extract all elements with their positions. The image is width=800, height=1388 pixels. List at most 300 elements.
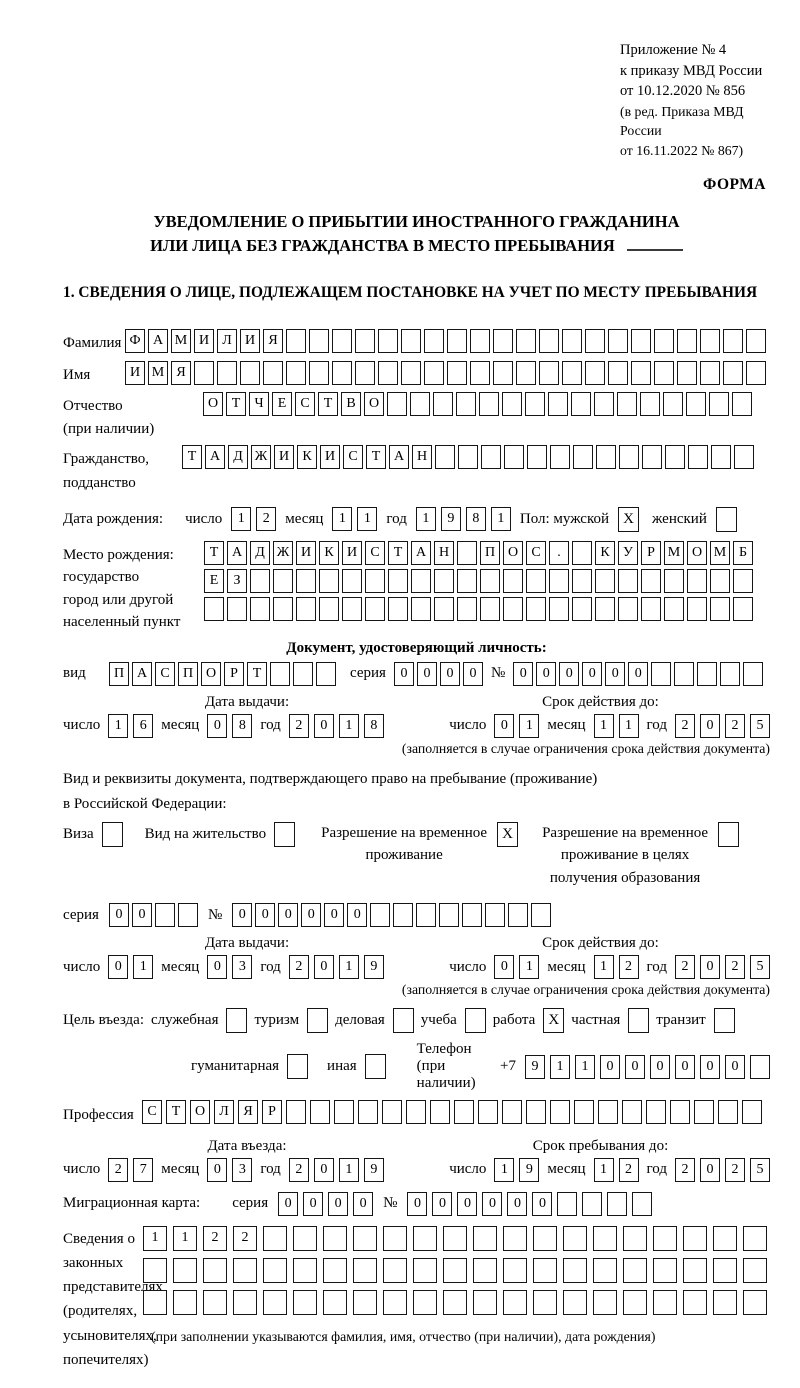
char-cell[interactable]: 0 xyxy=(600,1055,620,1079)
char-cell[interactable]: 0 xyxy=(407,1192,427,1216)
char-cell[interactable]: 0 xyxy=(232,903,252,927)
char-cell[interactable] xyxy=(411,569,431,593)
char-cell[interactable] xyxy=(470,329,490,353)
char-cell[interactable] xyxy=(654,329,674,353)
char-cell[interactable] xyxy=(447,329,467,353)
char-cell[interactable]: 8 xyxy=(466,507,486,531)
char-cell[interactable] xyxy=(353,1226,377,1251)
char-cell[interactable] xyxy=(240,361,260,385)
char-cell[interactable]: Я xyxy=(263,329,283,353)
char-cell[interactable] xyxy=(674,662,694,686)
char-cell[interactable] xyxy=(732,392,752,416)
char-cell[interactable] xyxy=(503,1290,527,1315)
char-cell[interactable]: 1 xyxy=(231,507,251,531)
char-cell[interactable]: 0 xyxy=(328,1192,348,1216)
char-cell[interactable]: 0 xyxy=(700,1158,720,1182)
char-cell[interactable]: Д xyxy=(228,445,248,469)
char-cell[interactable]: 0 xyxy=(650,1055,670,1079)
char-cell[interactable]: 1 xyxy=(594,1158,614,1182)
char-cell[interactable] xyxy=(358,1100,378,1124)
char-cell[interactable] xyxy=(670,1100,690,1124)
char-cell[interactable]: 9 xyxy=(519,1158,539,1182)
char-cell[interactable] xyxy=(457,569,477,593)
char-cell[interactable]: О xyxy=(190,1100,210,1124)
char-cell[interactable] xyxy=(607,1192,627,1216)
char-cell[interactable] xyxy=(646,1100,666,1124)
char-cell[interactable]: 2 xyxy=(203,1226,227,1251)
char-cell[interactable]: 1 xyxy=(143,1226,167,1251)
char-cell[interactable] xyxy=(388,597,408,621)
residence-permit-checkbox[interactable] xyxy=(274,822,295,847)
char-cell[interactable] xyxy=(632,1192,652,1216)
char-cell[interactable] xyxy=(309,361,329,385)
char-cell[interactable] xyxy=(173,1290,197,1315)
char-cell[interactable] xyxy=(473,1258,497,1283)
char-cell[interactable]: И xyxy=(274,445,294,469)
char-cell[interactable] xyxy=(733,597,753,621)
char-cell[interactable]: К xyxy=(319,541,339,565)
char-cell[interactable] xyxy=(516,361,536,385)
char-cell[interactable] xyxy=(323,1290,347,1315)
char-cell[interactable]: 2 xyxy=(619,955,639,979)
char-cell[interactable]: 5 xyxy=(750,955,770,979)
char-cell[interactable] xyxy=(508,903,528,927)
char-cell[interactable]: П xyxy=(480,541,500,565)
char-cell[interactable] xyxy=(750,1055,770,1079)
char-cell[interactable] xyxy=(593,1258,617,1283)
char-cell[interactable] xyxy=(582,1192,602,1216)
char-cell[interactable]: Н xyxy=(434,541,454,565)
char-cell[interactable] xyxy=(473,1226,497,1251)
char-cell[interactable]: 2 xyxy=(108,1158,128,1182)
char-cell[interactable]: 0 xyxy=(255,903,275,927)
char-cell[interactable] xyxy=(694,1100,714,1124)
char-cell[interactable] xyxy=(143,1258,167,1283)
char-cell[interactable]: М xyxy=(171,329,191,353)
char-cell[interactable]: 0 xyxy=(278,1192,298,1216)
char-cell[interactable] xyxy=(378,329,398,353)
char-cell[interactable]: 9 xyxy=(441,507,461,531)
char-cell[interactable] xyxy=(387,392,407,416)
char-cell[interactable] xyxy=(143,1290,167,1315)
char-cell[interactable]: 0 xyxy=(675,1055,695,1079)
char-cell[interactable]: 2 xyxy=(289,714,309,738)
char-cell[interactable] xyxy=(424,361,444,385)
char-cell[interactable] xyxy=(273,597,293,621)
char-cell[interactable] xyxy=(293,1290,317,1315)
char-cell[interactable] xyxy=(309,329,329,353)
char-cell[interactable] xyxy=(697,662,717,686)
char-cell[interactable] xyxy=(563,1290,587,1315)
char-cell[interactable] xyxy=(430,1100,450,1124)
char-cell[interactable]: 1 xyxy=(416,507,436,531)
char-cell[interactable]: 2 xyxy=(256,507,276,531)
char-cell[interactable]: О xyxy=(364,392,384,416)
char-cell[interactable] xyxy=(608,361,628,385)
char-cell[interactable]: М xyxy=(664,541,684,565)
char-cell[interactable]: Т xyxy=(226,392,246,416)
char-cell[interactable] xyxy=(443,1258,467,1283)
char-cell[interactable]: 9 xyxy=(364,955,384,979)
char-cell[interactable] xyxy=(401,329,421,353)
char-cell[interactable] xyxy=(155,903,175,927)
char-cell[interactable]: 0 xyxy=(353,1192,373,1216)
char-cell[interactable]: 8 xyxy=(364,714,384,738)
char-cell[interactable] xyxy=(493,329,513,353)
char-cell[interactable] xyxy=(713,1290,737,1315)
char-cell[interactable]: Р xyxy=(224,662,244,686)
char-cell[interactable] xyxy=(585,329,605,353)
char-cell[interactable] xyxy=(550,445,570,469)
char-cell[interactable] xyxy=(618,569,638,593)
char-cell[interactable]: Ф xyxy=(125,329,145,353)
char-cell[interactable] xyxy=(293,1258,317,1283)
char-cell[interactable]: Л xyxy=(214,1100,234,1124)
char-cell[interactable]: 0 xyxy=(347,903,367,927)
char-cell[interactable]: 9 xyxy=(364,1158,384,1182)
char-cell[interactable] xyxy=(595,569,615,593)
char-cell[interactable]: Т xyxy=(247,662,267,686)
char-cell[interactable]: 1 xyxy=(357,507,377,531)
char-cell[interactable]: 1 xyxy=(491,507,511,531)
char-cell[interactable] xyxy=(353,1290,377,1315)
char-cell[interactable]: 5 xyxy=(750,714,770,738)
char-cell[interactable]: 2 xyxy=(725,955,745,979)
char-cell[interactable] xyxy=(454,1100,474,1124)
char-cell[interactable]: Т xyxy=(388,541,408,565)
char-cell[interactable] xyxy=(539,329,559,353)
char-cell[interactable]: 1 xyxy=(575,1055,595,1079)
char-cell[interactable]: 2 xyxy=(675,1158,695,1182)
char-cell[interactable]: К xyxy=(297,445,317,469)
char-cell[interactable] xyxy=(687,569,707,593)
char-cell[interactable]: О xyxy=(503,541,523,565)
char-cell[interactable] xyxy=(383,1226,407,1251)
char-cell[interactable] xyxy=(401,361,421,385)
char-cell[interactable] xyxy=(641,597,661,621)
char-cell[interactable] xyxy=(413,1226,437,1251)
char-cell[interactable]: Б xyxy=(733,541,753,565)
char-cell[interactable] xyxy=(533,1258,557,1283)
char-cell[interactable]: 3 xyxy=(232,955,252,979)
char-cell[interactable] xyxy=(526,1100,546,1124)
char-cell[interactable] xyxy=(503,1226,527,1251)
char-cell[interactable]: 9 xyxy=(525,1055,545,1079)
char-cell[interactable]: С xyxy=(142,1100,162,1124)
char-cell[interactable]: . xyxy=(549,541,569,565)
char-cell[interactable]: Е xyxy=(204,569,224,593)
char-cell[interactable] xyxy=(293,662,313,686)
char-cell[interactable]: О xyxy=(203,392,223,416)
char-cell[interactable] xyxy=(457,541,477,565)
char-cell[interactable] xyxy=(457,597,477,621)
char-cell[interactable]: 0 xyxy=(463,662,483,686)
char-cell[interactable] xyxy=(286,329,306,353)
sex-female-checkbox[interactable] xyxy=(716,507,737,532)
char-cell[interactable] xyxy=(746,361,766,385)
char-cell[interactable] xyxy=(250,569,270,593)
char-cell[interactable] xyxy=(263,1258,287,1283)
char-cell[interactable] xyxy=(443,1226,467,1251)
char-cell[interactable]: 0 xyxy=(303,1192,323,1216)
char-cell[interactable] xyxy=(393,903,413,927)
char-cell[interactable]: 0 xyxy=(532,1192,552,1216)
char-cell[interactable] xyxy=(713,1258,737,1283)
char-cell[interactable] xyxy=(473,1290,497,1315)
char-cell[interactable] xyxy=(572,597,592,621)
char-cell[interactable] xyxy=(548,392,568,416)
char-cell[interactable]: 2 xyxy=(675,714,695,738)
char-cell[interactable] xyxy=(493,361,513,385)
purpose-tourism-checkbox[interactable] xyxy=(307,1008,328,1033)
char-cell[interactable]: 6 xyxy=(133,714,153,738)
char-cell[interactable] xyxy=(563,1226,587,1251)
char-cell[interactable] xyxy=(250,597,270,621)
char-cell[interactable] xyxy=(478,1100,498,1124)
char-cell[interactable]: 2 xyxy=(233,1226,257,1251)
char-cell[interactable] xyxy=(410,392,430,416)
char-cell[interactable]: Ж xyxy=(251,445,271,469)
char-cell[interactable] xyxy=(557,1192,577,1216)
char-cell[interactable] xyxy=(598,1100,618,1124)
char-cell[interactable] xyxy=(480,569,500,593)
char-cell[interactable]: 0 xyxy=(725,1055,745,1079)
rvp-education-checkbox[interactable] xyxy=(718,822,739,847)
char-cell[interactable]: А xyxy=(148,329,168,353)
char-cell[interactable]: 0 xyxy=(559,662,579,686)
char-cell[interactable]: 0 xyxy=(109,903,129,927)
char-cell[interactable] xyxy=(270,662,290,686)
char-cell[interactable]: 2 xyxy=(619,1158,639,1182)
char-cell[interactable] xyxy=(593,1226,617,1251)
char-cell[interactable] xyxy=(286,1100,306,1124)
char-cell[interactable] xyxy=(550,1100,570,1124)
char-cell[interactable] xyxy=(622,1100,642,1124)
char-cell[interactable]: С xyxy=(365,541,385,565)
char-cell[interactable] xyxy=(296,597,316,621)
char-cell[interactable] xyxy=(503,597,523,621)
char-cell[interactable] xyxy=(562,329,582,353)
char-cell[interactable]: 1 xyxy=(494,1158,514,1182)
char-cell[interactable] xyxy=(355,361,375,385)
char-cell[interactable]: 0 xyxy=(494,955,514,979)
char-cell[interactable] xyxy=(572,569,592,593)
char-cell[interactable]: 0 xyxy=(207,714,227,738)
char-cell[interactable]: 0 xyxy=(625,1055,645,1079)
char-cell[interactable] xyxy=(563,1258,587,1283)
char-cell[interactable]: 0 xyxy=(207,1158,227,1182)
sex-male-checkbox[interactable]: X xyxy=(618,507,639,532)
char-cell[interactable]: 0 xyxy=(513,662,533,686)
char-cell[interactable] xyxy=(723,361,743,385)
char-cell[interactable] xyxy=(527,445,547,469)
char-cell[interactable] xyxy=(572,541,592,565)
char-cell[interactable]: Т xyxy=(366,445,386,469)
char-cell[interactable] xyxy=(342,597,362,621)
char-cell[interactable] xyxy=(227,597,247,621)
char-cell[interactable] xyxy=(355,329,375,353)
char-cell[interactable] xyxy=(502,1100,522,1124)
char-cell[interactable] xyxy=(293,1226,317,1251)
char-cell[interactable] xyxy=(718,1100,738,1124)
char-cell[interactable]: 0 xyxy=(132,903,152,927)
char-cell[interactable] xyxy=(353,1258,377,1283)
char-cell[interactable] xyxy=(456,392,476,416)
char-cell[interactable] xyxy=(623,1226,647,1251)
char-cell[interactable] xyxy=(263,361,283,385)
char-cell[interactable]: Я xyxy=(238,1100,258,1124)
char-cell[interactable] xyxy=(485,903,505,927)
char-cell[interactable] xyxy=(316,662,336,686)
char-cell[interactable] xyxy=(664,597,684,621)
char-cell[interactable] xyxy=(709,392,729,416)
char-cell[interactable] xyxy=(742,1100,762,1124)
char-cell[interactable]: С xyxy=(526,541,546,565)
char-cell[interactable] xyxy=(382,1100,402,1124)
char-cell[interactable] xyxy=(642,445,662,469)
char-cell[interactable]: Т xyxy=(204,541,224,565)
char-cell[interactable] xyxy=(383,1258,407,1283)
char-cell[interactable] xyxy=(178,903,198,927)
char-cell[interactable] xyxy=(663,392,683,416)
char-cell[interactable] xyxy=(413,1290,437,1315)
char-cell[interactable]: А xyxy=(227,541,247,565)
char-cell[interactable]: 1 xyxy=(339,1158,359,1182)
char-cell[interactable] xyxy=(435,445,455,469)
char-cell[interactable] xyxy=(723,329,743,353)
char-cell[interactable] xyxy=(549,597,569,621)
char-cell[interactable]: С xyxy=(343,445,363,469)
char-cell[interactable] xyxy=(439,903,459,927)
char-cell[interactable]: С xyxy=(155,662,175,686)
char-cell[interactable] xyxy=(595,597,615,621)
char-cell[interactable] xyxy=(416,903,436,927)
char-cell[interactable]: 1 xyxy=(519,714,539,738)
char-cell[interactable] xyxy=(743,1290,767,1315)
char-cell[interactable] xyxy=(664,569,684,593)
char-cell[interactable] xyxy=(406,1100,426,1124)
char-cell[interactable] xyxy=(462,903,482,927)
char-cell[interactable] xyxy=(623,1290,647,1315)
char-cell[interactable] xyxy=(310,1100,330,1124)
char-cell[interactable] xyxy=(573,445,593,469)
char-cell[interactable]: 0 xyxy=(700,1055,720,1079)
char-cell[interactable] xyxy=(194,361,214,385)
char-cell[interactable]: 1 xyxy=(339,955,359,979)
char-cell[interactable]: В xyxy=(341,392,361,416)
char-cell[interactable]: 1 xyxy=(173,1226,197,1251)
char-cell[interactable]: Д xyxy=(250,541,270,565)
char-cell[interactable]: С xyxy=(295,392,315,416)
char-cell[interactable] xyxy=(323,1258,347,1283)
char-cell[interactable]: 2 xyxy=(289,1158,309,1182)
char-cell[interactable]: 0 xyxy=(417,662,437,686)
char-cell[interactable]: 0 xyxy=(440,662,460,686)
char-cell[interactable]: 0 xyxy=(324,903,344,927)
char-cell[interactable]: А xyxy=(411,541,431,565)
visa-checkbox[interactable] xyxy=(102,822,123,847)
char-cell[interactable] xyxy=(700,361,720,385)
char-cell[interactable] xyxy=(204,597,224,621)
purpose-transit-checkbox[interactable] xyxy=(714,1008,735,1033)
char-cell[interactable] xyxy=(203,1258,227,1283)
char-cell[interactable] xyxy=(263,1226,287,1251)
char-cell[interactable]: 0 xyxy=(394,662,414,686)
char-cell[interactable]: 0 xyxy=(108,955,128,979)
char-cell[interactable] xyxy=(434,569,454,593)
char-cell[interactable] xyxy=(710,569,730,593)
char-cell[interactable]: У xyxy=(618,541,638,565)
char-cell[interactable] xyxy=(596,445,616,469)
char-cell[interactable]: М xyxy=(148,361,168,385)
char-cell[interactable] xyxy=(443,1290,467,1315)
char-cell[interactable] xyxy=(623,1258,647,1283)
char-cell[interactable] xyxy=(286,361,306,385)
char-cell[interactable]: 0 xyxy=(507,1192,527,1216)
char-cell[interactable] xyxy=(334,1100,354,1124)
char-cell[interactable] xyxy=(533,1290,557,1315)
char-cell[interactable]: 2 xyxy=(289,955,309,979)
char-cell[interactable] xyxy=(383,1290,407,1315)
purpose-other-checkbox[interactable] xyxy=(365,1054,386,1079)
char-cell[interactable]: Л xyxy=(217,329,237,353)
char-cell[interactable] xyxy=(378,361,398,385)
char-cell[interactable]: 0 xyxy=(494,714,514,738)
char-cell[interactable] xyxy=(296,569,316,593)
char-cell[interactable]: 0 xyxy=(207,955,227,979)
char-cell[interactable]: К xyxy=(595,541,615,565)
char-cell[interactable]: 5 xyxy=(750,1158,770,1182)
char-cell[interactable]: 8 xyxy=(232,714,252,738)
char-cell[interactable]: 1 xyxy=(332,507,352,531)
char-cell[interactable] xyxy=(332,361,352,385)
char-cell[interactable]: Ж xyxy=(273,541,293,565)
char-cell[interactable]: А xyxy=(389,445,409,469)
char-cell[interactable]: Е xyxy=(272,392,292,416)
char-cell[interactable]: Т xyxy=(182,445,202,469)
char-cell[interactable] xyxy=(480,597,500,621)
char-cell[interactable]: И xyxy=(125,361,145,385)
char-cell[interactable] xyxy=(683,1226,707,1251)
char-cell[interactable] xyxy=(526,597,546,621)
char-cell[interactable] xyxy=(574,1100,594,1124)
char-cell[interactable] xyxy=(641,569,661,593)
char-cell[interactable]: О xyxy=(687,541,707,565)
char-cell[interactable] xyxy=(470,361,490,385)
char-cell[interactable]: И xyxy=(342,541,362,565)
char-cell[interactable] xyxy=(733,569,753,593)
char-cell[interactable] xyxy=(734,445,754,469)
char-cell[interactable] xyxy=(618,597,638,621)
rvp-checkbox[interactable]: X xyxy=(497,822,518,847)
char-cell[interactable] xyxy=(323,1226,347,1251)
char-cell[interactable] xyxy=(342,569,362,593)
char-cell[interactable] xyxy=(746,329,766,353)
char-cell[interactable]: 0 xyxy=(700,714,720,738)
char-cell[interactable]: 2 xyxy=(725,714,745,738)
char-cell[interactable] xyxy=(481,445,501,469)
char-cell[interactable] xyxy=(617,392,637,416)
char-cell[interactable] xyxy=(319,569,339,593)
char-cell[interactable] xyxy=(631,329,651,353)
char-cell[interactable]: 3 xyxy=(232,1158,252,1182)
purpose-study-checkbox[interactable] xyxy=(465,1008,486,1033)
char-cell[interactable] xyxy=(263,1290,287,1315)
char-cell[interactable]: А xyxy=(132,662,152,686)
char-cell[interactable] xyxy=(273,569,293,593)
char-cell[interactable] xyxy=(743,1226,767,1251)
char-cell[interactable]: 0 xyxy=(432,1192,452,1216)
